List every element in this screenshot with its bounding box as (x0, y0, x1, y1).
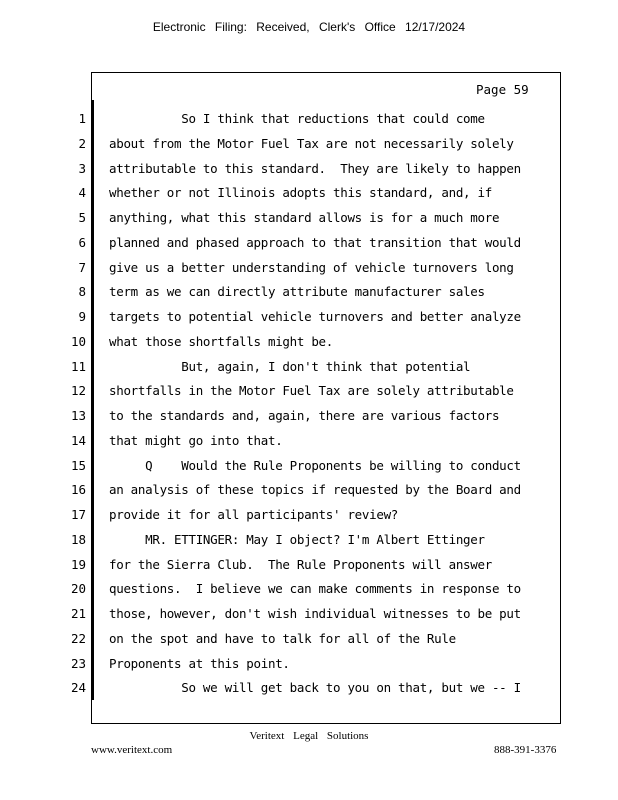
transcript-line: on the spot and have to talk for all of the Rule (109, 631, 456, 646)
line-number: 24 (70, 680, 86, 695)
transcript-line: whether or not Illinois adopts this standard, and, if (109, 185, 492, 200)
transcript-line: MR. ETTINGER: May I object? I'm Albert Ettinger (109, 532, 485, 547)
footer-website: www.veritext.com (91, 744, 173, 756)
transcript-line: So we will get back to you on that, but we -- I (109, 680, 521, 695)
transcript-line: questions. I believe we can make comments in response to (109, 581, 521, 596)
line-number: 12 (70, 383, 86, 398)
line-number: 6 (78, 235, 86, 250)
transcript-line: provide it for all participants' review? (109, 507, 399, 522)
line-number: 17 (70, 507, 86, 522)
transcript-line: give us a better understanding of vehicle turnovers long (109, 260, 514, 275)
filing-stamp-header: Electronic Filing: Received, Clerk's Office 12/17/2024 (152, 20, 466, 34)
transcript-line: targets to potential vehicle turnovers and better analyze (109, 309, 521, 324)
transcript-line: Q Would the Rule Proponents be willing to conduct (109, 458, 521, 473)
transcript-line: But, again, I don't think that potential (109, 359, 471, 374)
line-number: 15 (70, 458, 86, 473)
line-number: 2 (78, 136, 86, 151)
margin-rule (92, 100, 94, 700)
line-number: 3 (78, 161, 86, 176)
line-number: 23 (70, 656, 86, 671)
footer-company: Veritext Legal Solutions (249, 730, 369, 742)
line-number: 7 (78, 260, 86, 275)
transcript-line: an analysis of these topics if requested by the Board and (109, 482, 521, 497)
transcript-line: attributable to this standard. They are likely to happen (109, 161, 521, 176)
line-number: 11 (70, 359, 86, 374)
line-number: 18 (70, 532, 86, 547)
line-number: 14 (70, 433, 86, 448)
footer-phone: 888-391-3376 (494, 744, 557, 756)
transcript-line: to the standards and, again, there are various factors (109, 408, 500, 423)
transcript-line: So I think that reductions that could come (109, 111, 485, 126)
transcript-line: that might go into that. (109, 433, 283, 448)
transcript-line: those, however, don't wish individual witnesses to be put (109, 606, 521, 621)
line-number: 8 (78, 284, 86, 299)
line-number: 1 (78, 111, 86, 126)
transcript-line: what those shortfalls might be. (109, 334, 333, 349)
line-number: 16 (70, 482, 86, 497)
line-number: 19 (70, 557, 86, 572)
transcript-line: anything, what this standard allows is for a much more (109, 210, 500, 225)
line-number: 5 (78, 210, 86, 225)
transcript-line: shortfalls in the Motor Fuel Tax are solely attributable (109, 383, 514, 398)
line-number: 9 (78, 309, 86, 324)
transcript-line: for the Sierra Club. The Rule Proponents will answer (109, 557, 492, 572)
transcript-line: term as we can directly attribute manufacturer sales (109, 284, 485, 299)
transcript-line: Proponents at this point. (109, 656, 290, 671)
line-number: 20 (70, 581, 86, 596)
line-number: 10 (70, 334, 86, 349)
transcript-line: planned and phased approach to that transition that would (109, 235, 521, 250)
line-number: 22 (70, 631, 86, 646)
line-number: 4 (78, 185, 86, 200)
transcript-line: about from the Motor Fuel Tax are not necessarily solely (109, 136, 514, 151)
line-number: 21 (70, 606, 86, 621)
line-number: 13 (70, 408, 86, 423)
page-number: Page 59 (476, 82, 529, 97)
